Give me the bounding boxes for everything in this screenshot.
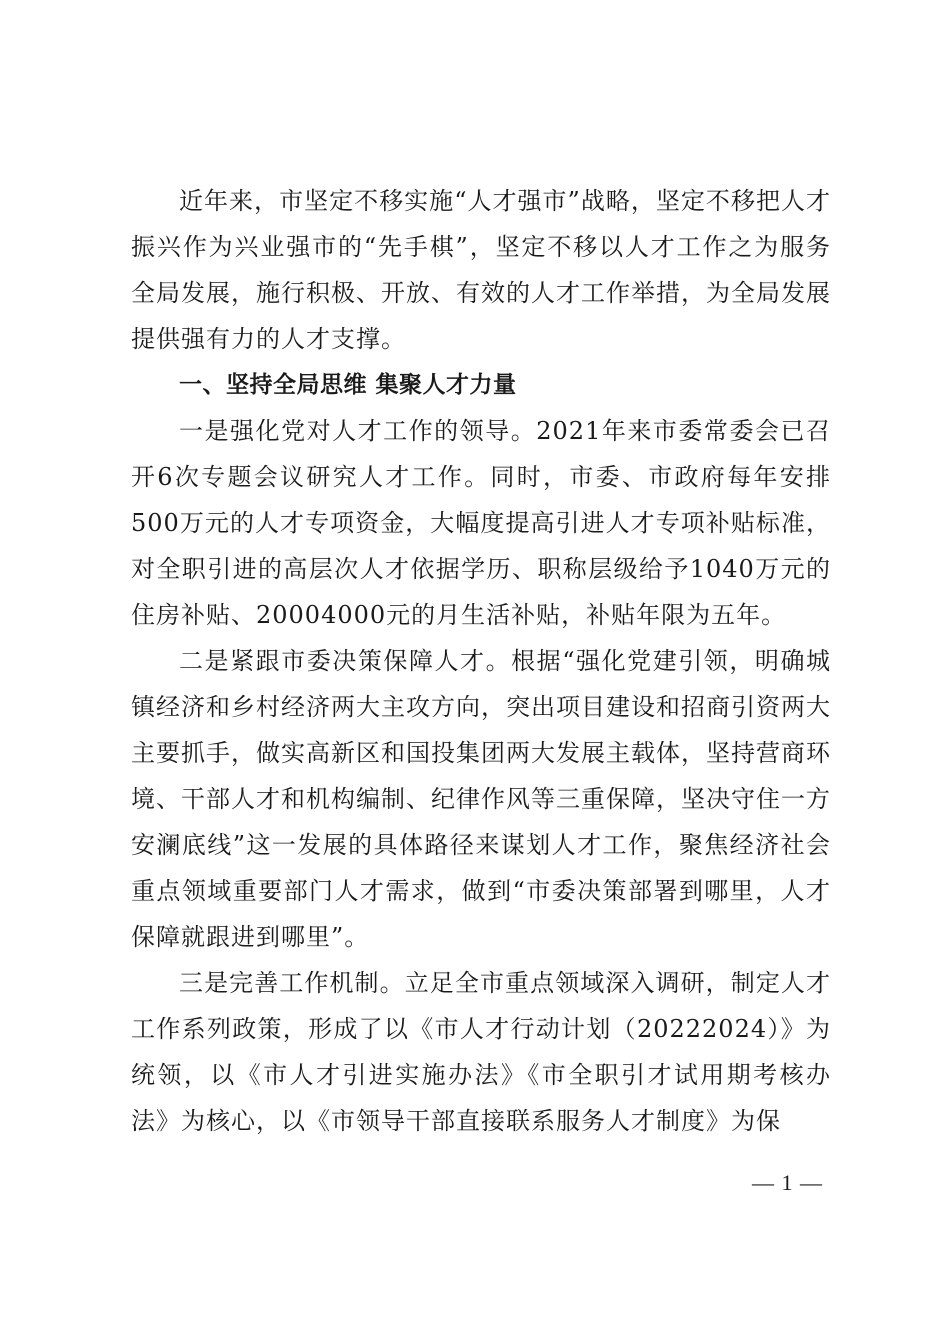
- paragraph-mechanism: 三是完善工作机制。立足全市重点领域深入调研，制定人才工作系列政策，形成了以《市人才行动计划（20222024）》为统领，以《市人才引进实施办法》《市全职引才试用期考核办法》为核心，以《市领导干部直接联系服务人才制度》为保: [131, 969, 831, 1135]
- paragraph-leadership: 一是强化党对人才工作的领导。2021年来市委常委会已召开6次专题会议研究人才工作。同时，市委、市政府每年安排500万元的人才专项资金，大幅度提高引进人才专项补贴标准，对全职引进的高层次人才依据学历、职称层级给予1040万元的住房补贴、20004000元的月生活补贴，补贴年限为五年。: [131, 417, 831, 629]
- paragraph-decision-support: 二是紧跟市委决策保障人才。根据“强化党建引领，明确城镇经济和乡村经济两大主攻方向，突出项目建设和招商引资两大主要抓手，做实高新区和国投集团两大发展主载体，坚持营商环境、干部人才和机构编制、纪律作风等三重保障，坚决守住一方安澜底线”这一发展的具体路径来谋划人才工作，聚焦经济社会重点领域重要部门人才需求，做到“市委决策部署到哪里，人才保障就跟进到哪里”。: [131, 647, 831, 951]
- intro-paragraph: 近年来，市坚定不移实施“人才强市”战略，坚定不移把人才振兴作为兴业强市的“先手棋”，坚定不移以人才工作之为服务全局发展，施行积极、开放、有效的人才工作举措，为全局发展提供强有力的人才支撑。: [131, 187, 831, 353]
- section-heading: 一、坚持全局思维 集聚人才力量: [179, 372, 517, 398]
- document-body: [131, 178, 831, 1144]
- page-number: — 1 —: [752, 1170, 823, 1195]
